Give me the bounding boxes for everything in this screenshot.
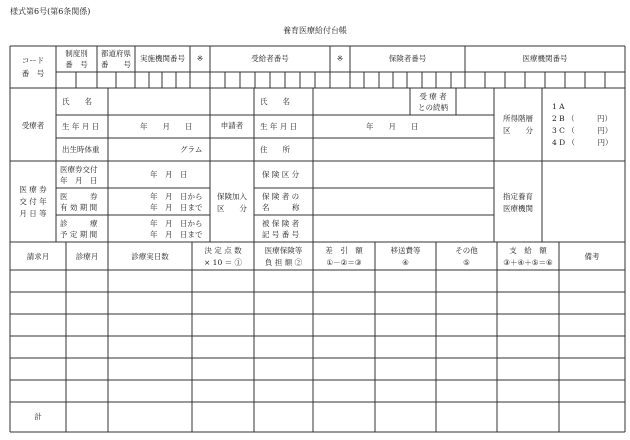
- treatment-plan-from: 年 月 日から: [150, 219, 203, 228]
- insured-number-label: 被 保 険 者: [262, 219, 300, 228]
- prefecture-label: 都道府県: [101, 49, 131, 58]
- ticket-validity-label: 医 券: [60, 192, 98, 201]
- recipient-weight-label: 出生時体重: [62, 145, 100, 154]
- recipient-birth-label: 生 年 月 日: [62, 122, 100, 131]
- seido-label-sub: 番 号: [65, 60, 88, 69]
- insured-number-label-sub: 記 号 番 号: [262, 230, 300, 239]
- ticket-issue-label-sub: 年 月 日: [60, 176, 98, 185]
- recipient-number-label: 受給者番号: [251, 54, 289, 63]
- note-mark-1: ※: [196, 54, 204, 63]
- relation-label-sub: との続柄: [418, 103, 448, 112]
- recipient-section-label: 受療者: [21, 121, 45, 130]
- ticket-validity-to: 年 月 日まで: [150, 203, 203, 212]
- ticket-section-label-3: 月 日 等: [19, 209, 47, 218]
- burden-header: 医療保険等: [264, 246, 303, 255]
- seido-label: 制度別: [65, 49, 88, 58]
- designated-institution-label: 指定養育: [503, 192, 533, 201]
- treatment-plan-to: 年 月 日まで: [150, 230, 203, 239]
- applicant-birth-label: 生 年 月 日: [260, 122, 298, 131]
- income-class-a: 1 A: [552, 102, 565, 111]
- transport-header: 移送費等: [390, 246, 421, 255]
- income-class-label: 所得階層: [503, 114, 533, 123]
- ticket-section-label: 医 療 券: [19, 185, 47, 194]
- form-number: 様式第6号(第6条関係): [10, 7, 91, 16]
- payment-header-sub: ③＋④＋⑤＝⑥: [503, 258, 553, 267]
- treatment-plan-label-sub: 予 定 期 間: [60, 230, 98, 239]
- insurance-type-label: 保 険 区 分: [262, 170, 300, 179]
- designated-institution-label-sub: 医療機関: [503, 204, 533, 213]
- difference-header: 差 引 額: [325, 246, 363, 255]
- ticket-section-label-2: 交 付 年: [19, 197, 47, 206]
- applicant-section-label: 申請者: [220, 121, 244, 130]
- applicant-address-label: 住 所: [260, 145, 290, 154]
- insurer-number-label: 保険者番号: [388, 54, 427, 63]
- recipient-birth-value: 年 月 日: [140, 122, 193, 131]
- total-label: 計: [34, 412, 42, 421]
- remarks-header: 備考: [584, 252, 600, 261]
- ticket-validity-label-sub: 有 効 期 間: [60, 203, 98, 212]
- difference-header-sub: ①－②＝③: [326, 258, 362, 267]
- insurance-section-label-sub: 区 分: [217, 204, 247, 213]
- income-class-c: 3 C （ 円）: [552, 126, 613, 135]
- billing-month-header: 請求月: [26, 252, 50, 261]
- code-label: コード: [21, 56, 45, 65]
- transport-header-sub: ④: [402, 258, 409, 267]
- income-class-b: 2 B （ 円）: [552, 114, 613, 123]
- insurer-name-label-sub: 名 称: [262, 203, 300, 212]
- medical-institution-number-label: 医療機関番号: [522, 54, 568, 63]
- points-header-sub: × 10 ＝ ①: [204, 258, 242, 267]
- ticket-validity-from: 年 月 日から: [150, 192, 203, 201]
- income-class-d: 4 D （ 円）: [552, 138, 613, 147]
- relation-label: 受 療 者: [419, 92, 447, 101]
- other-header-sub: ⑤: [463, 258, 470, 267]
- recipient-name-label: 氏 名: [62, 97, 92, 106]
- payment-header: 支 給 額: [509, 246, 547, 255]
- institution-number-label: 実施機関番号: [140, 54, 185, 63]
- treatment-month-header: 診療月: [75, 252, 99, 261]
- ledger-title: 養育医療給付台帳: [283, 26, 347, 35]
- prefecture-label-sub: 番 号: [101, 60, 131, 69]
- other-header: その他: [455, 246, 478, 255]
- insurer-name-label: 保 険 者 の: [262, 192, 300, 201]
- recipient-weight-unit: グラム: [180, 145, 203, 154]
- treatment-plan-label: 診 療: [60, 219, 98, 228]
- burden-header-sub: 負 担 額 ②: [264, 258, 303, 267]
- points-header: 決 定 点 数: [204, 246, 242, 255]
- insurance-section-label: 保険加入: [217, 192, 247, 201]
- income-class-label-sub: 区 分: [503, 126, 533, 135]
- treatment-days-header: 診療実日数: [131, 252, 169, 261]
- ticket-issue-value: 年 月 日: [150, 170, 188, 179]
- applicant-birth-value: 年 月 日: [366, 122, 419, 131]
- applicant-name-label: 氏 名: [260, 97, 290, 106]
- code-label-sub: 番 号: [21, 69, 45, 78]
- note-mark-2: ※: [336, 54, 344, 63]
- ticket-issue-label: 医療券交付: [60, 165, 98, 174]
